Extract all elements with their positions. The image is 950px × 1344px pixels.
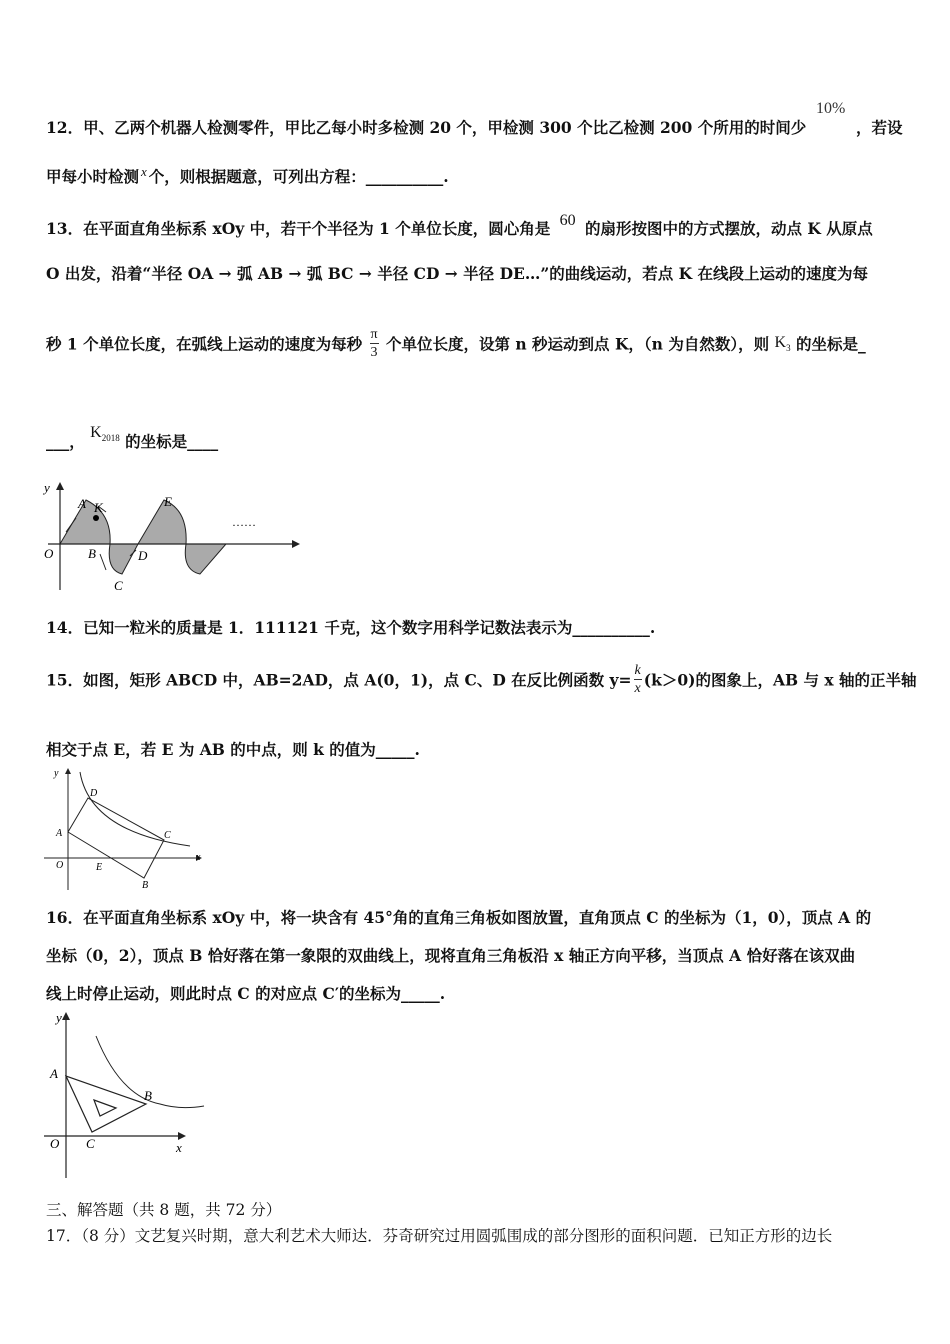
section3-title: 三、解答题（共 8 题，共 72 分） bbox=[46, 1201, 282, 1219]
q13-angle: 60 bbox=[559, 212, 576, 229]
q16-label-c: C bbox=[86, 1136, 95, 1151]
q14-text: 14．已知一粒米的质量是 1．111121 千克，这个数字用科学记数法表示为__________. bbox=[46, 618, 656, 637]
q15-label-e: E bbox=[96, 862, 103, 873]
q13-figure bbox=[40, 478, 302, 596]
q13-y-arrow bbox=[56, 482, 64, 490]
q16-label-a: A bbox=[50, 1066, 58, 1081]
q15-label-x: x bbox=[196, 852, 201, 863]
q16-label-y: y bbox=[56, 1010, 62, 1025]
q16-x-arrow bbox=[178, 1132, 186, 1140]
q15-line2: 相交于点 E，若 E 为 AB 的中点，则 k 的值为_____. bbox=[46, 740, 420, 759]
q12-percent: 10% bbox=[816, 100, 846, 117]
q15-label-b: B bbox=[142, 880, 149, 891]
q13-label-o: O bbox=[44, 546, 54, 561]
q13-label-k: K bbox=[94, 500, 103, 515]
q13-k3: $K_3$ bbox=[774, 333, 791, 354]
q15-hyperbola bbox=[80, 772, 190, 846]
q15-k-over-x: $\frac{k}{x}$ bbox=[634, 663, 641, 696]
q13-label-b: B bbox=[88, 546, 96, 561]
q13-label-d: D bbox=[138, 548, 148, 563]
q16-figure bbox=[40, 1006, 210, 1182]
q13-x-arrow bbox=[292, 540, 300, 548]
q12-line2: 甲每小时检测 $^x$ 个，则根据题意，可列出方程：__________. bbox=[46, 164, 449, 186]
q15-label-a: A bbox=[56, 828, 63, 839]
q13-label-c: C bbox=[114, 578, 123, 593]
q13-label-y: y bbox=[44, 480, 50, 495]
q15-line1: 15．如图，矩形 ABCD 中，AB=2AD，点 A(0，1)，点 C、D 在反比例函数 y= $\frac{k}{x}$ (k＞0)的图象上，AB 与 x 轴的正半轴 bbox=[46, 663, 917, 696]
q15-label-o: O bbox=[56, 860, 64, 871]
q17-text: 17．（8 分）文艺复兴时期，意大利艺术大师达．芬奇研究过用圆弧围成的部分图形的面积问题．已知正方形的边长 bbox=[46, 1227, 833, 1245]
q16-label-x: x bbox=[176, 1140, 182, 1155]
q13-arrow3 bbox=[100, 554, 106, 570]
q13-label-a: A bbox=[78, 496, 86, 511]
q13-label-dots: …… bbox=[232, 515, 256, 529]
q16-line3: 线上时停止运动，则此时点 C 的对应点 C′的坐标为_____. bbox=[46, 984, 446, 1003]
q16-label-o: O bbox=[50, 1136, 60, 1151]
q16-y-arrow bbox=[62, 1012, 70, 1020]
q16-line2: 坐标（0，2），顶点 B 恰好落在第一象限的双曲线上，现将直角三角板沿 x 轴正方向平移，当顶点 A 恰好落在该双曲 bbox=[46, 946, 856, 965]
q13-sector-bc bbox=[109, 544, 138, 574]
q16-label-b: B bbox=[144, 1088, 152, 1103]
q16-line1: 16．在平面直角坐标系 xOy 中，将一块含有 45°角的直角三角板如图放置，直角顶点 C 的坐标为（1，0），顶点 A 的 bbox=[46, 908, 872, 927]
q15-y-arrow bbox=[65, 768, 71, 774]
q15-rectangle bbox=[68, 798, 164, 878]
q13-line2: O 出发，沿着“半径 OA → 弧 AB → 弧 BC → 半径 CD → 半径 DE…”的曲线运动，若点 K 在线段上运动的速度为每 bbox=[46, 264, 869, 283]
q13-sector-next bbox=[185, 544, 226, 574]
q13-line3: 秒 1 个单位长度，在弧线上运动的速度为每秒 $\frac{\pi}{3}$ 个单位长度，设第 n 秒运动到点 K，（n 为自然数），则 $K_3$ 的坐标是_ bbox=[46, 327, 866, 360]
q12-var-x: x bbox=[141, 164, 147, 179]
q15-label-y: y bbox=[54, 768, 59, 779]
q13-line1: 13．在平面直角坐标系 xOy 中，若干个半径为 1 个单位长度，圆心角是 60 的扇形按图中的方式摆放，动点 K 从原点 bbox=[46, 212, 873, 238]
q13-k2018: $K_{2018}$ bbox=[90, 424, 120, 444]
q15-label-d: D bbox=[90, 788, 98, 799]
q12-line1-end: ，若设 bbox=[856, 118, 903, 137]
q13-label-e: E bbox=[164, 494, 172, 509]
q13-line4: ___， $K_{2018}$ 的坐标是____ bbox=[46, 424, 219, 451]
q15-figure bbox=[40, 764, 206, 894]
q13-point-k bbox=[93, 515, 99, 521]
q13-sector-de bbox=[138, 500, 186, 544]
q12-line1: 12．甲、乙两个机器人检测零件，甲比乙每小时多检测 20 个，甲检测 300 个比乙检测 200 个所用的时间少 bbox=[46, 118, 807, 137]
q15-label-c: C bbox=[164, 830, 171, 841]
q16-triangle-inner bbox=[94, 1100, 116, 1116]
q13-pi-over-3: $\frac{\pi}{3}$ bbox=[370, 327, 378, 360]
